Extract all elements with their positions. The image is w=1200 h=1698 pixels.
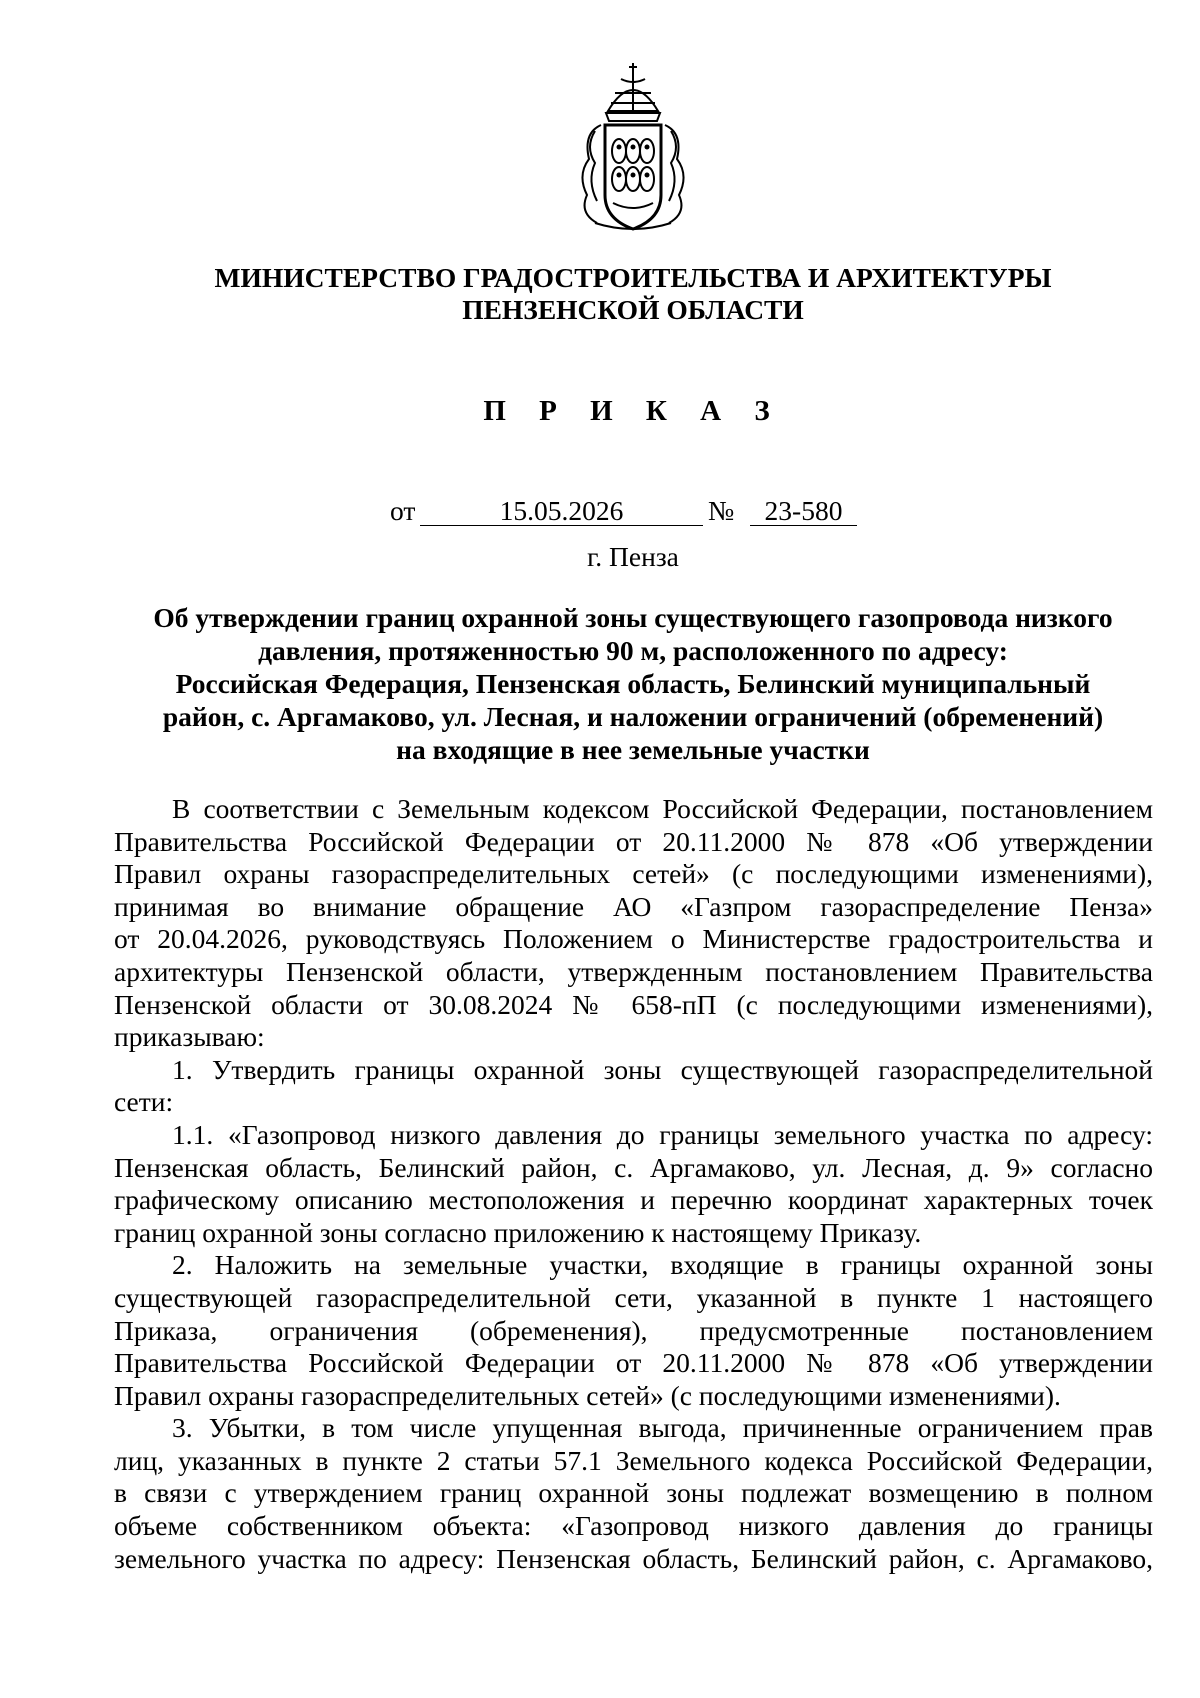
ministry-name-line-2: ПЕНЗЕНСКОЙ ОБЛАСТИ	[462, 294, 804, 325]
body-line: 2. Наложить на земельные участки, входящие в границы охранной зоны	[172, 1249, 1153, 1281]
document-title	[100, 601, 1166, 766]
title-line: на входящие в нее земельные участки	[396, 734, 870, 765]
body-line: в связи с утверждением границ охранной зоны подлежат возмещению в полном	[114, 1477, 1153, 1509]
body-line: Пензенская область, Белинский район, с. Аргамаково, ул. Лесная, д. 9» согласно	[114, 1151, 1153, 1183]
body-line: приказываю:	[114, 1021, 265, 1053]
body-line: от 20.04.2026, руководствуясь Положением о Министерстве градостроительства и	[114, 923, 1153, 955]
title-line: Об утверждении границ охранной зоны существующего газопровода низкого	[153, 602, 1113, 633]
body-line: Правил охраны газораспределительных сетей» (с последующими изменениями),	[114, 858, 1153, 890]
title-line: давления, протяженностью 90 м, расположенного по адресу:	[258, 635, 1008, 666]
body-line: границ охранной зоны согласно приложению к настоящему Приказу.	[114, 1216, 922, 1248]
date-number-row	[390, 495, 870, 529]
title-line: Российская Федерация, Пензенская область, Белинский муниципальный	[175, 668, 1091, 699]
document-city: г. Пенза	[587, 541, 679, 572]
body-line: Пензенской области от 30.08.2024 № 658-пП (с последующими изменениями),	[114, 988, 1153, 1020]
document-date: 15.05.2026	[420, 495, 703, 526]
body-line: В соответствии с Земельным кодексом Российской Федерации, постановлением	[172, 793, 1153, 824]
body-line: сети:	[114, 1086, 174, 1118]
body-line: Правительства Российской Федерации от 20.11.2000 № 878 «Об утверждении	[114, 825, 1153, 857]
body-line: 3. Убытки, в том числе упущенная выгода, причиненные ограничением прав	[172, 1412, 1153, 1444]
body-line: Правил охраны газораспределительных сетей» (с последующими изменениями).	[114, 1379, 1061, 1411]
body-line: существующей газораспределительной сети, указанной в пункте 1 настоящего	[114, 1281, 1153, 1313]
document-type: П Р И К А З	[483, 395, 783, 427]
document-body	[114, 793, 1153, 1575]
body-line: лиц, указанных в пункте 2 статьи 57.1 Земельного кодекса Российской Федерации,	[114, 1444, 1153, 1476]
coat-of-arms-icon	[573, 63, 693, 233]
document-number: 23-580	[750, 495, 857, 526]
body-line: графическому описанию местоположения и перечню координат характерных точек	[114, 1184, 1153, 1216]
body-line: объеме собственником объекта: «Газопровод низкого давления до границы	[114, 1510, 1153, 1542]
body-line: Правительства Российской Федерации от 20.11.2000 № 878 «Об утверждении	[114, 1347, 1153, 1379]
ministry-name	[0, 262, 1200, 326]
body-line: земельного участка по адресу: Пензенская область, Белинский район, с. Аргамаково,	[114, 1542, 1153, 1574]
body-line: 1.1. «Газопровод низкого давления до границы земельного участка по адресу:	[172, 1118, 1153, 1150]
body-line: Приказа, ограничения (обременения), предусмотренные постановлением	[114, 1314, 1153, 1346]
body-line: 1. Утвердить границы охранной зоны существующей газораспределительной	[172, 1053, 1153, 1085]
number-label: №	[708, 495, 735, 526]
title-line: район, с. Аргамаково, ул. Лесная, и наложении ограничений (обременений)	[162, 701, 1104, 732]
ministry-name-line-1: МИНИСТЕРСТВО ГРАДОСТРОИТЕЛЬСТВА И АРХИТЕКТУРЫ	[214, 262, 1052, 293]
body-line: принимая во внимание обращение АО «Газпром газораспределение Пенза»	[114, 890, 1153, 922]
body-line: архитектуры Пензенской области, утвержденным постановлением Правительства	[114, 955, 1153, 987]
date-label: от	[390, 495, 416, 526]
